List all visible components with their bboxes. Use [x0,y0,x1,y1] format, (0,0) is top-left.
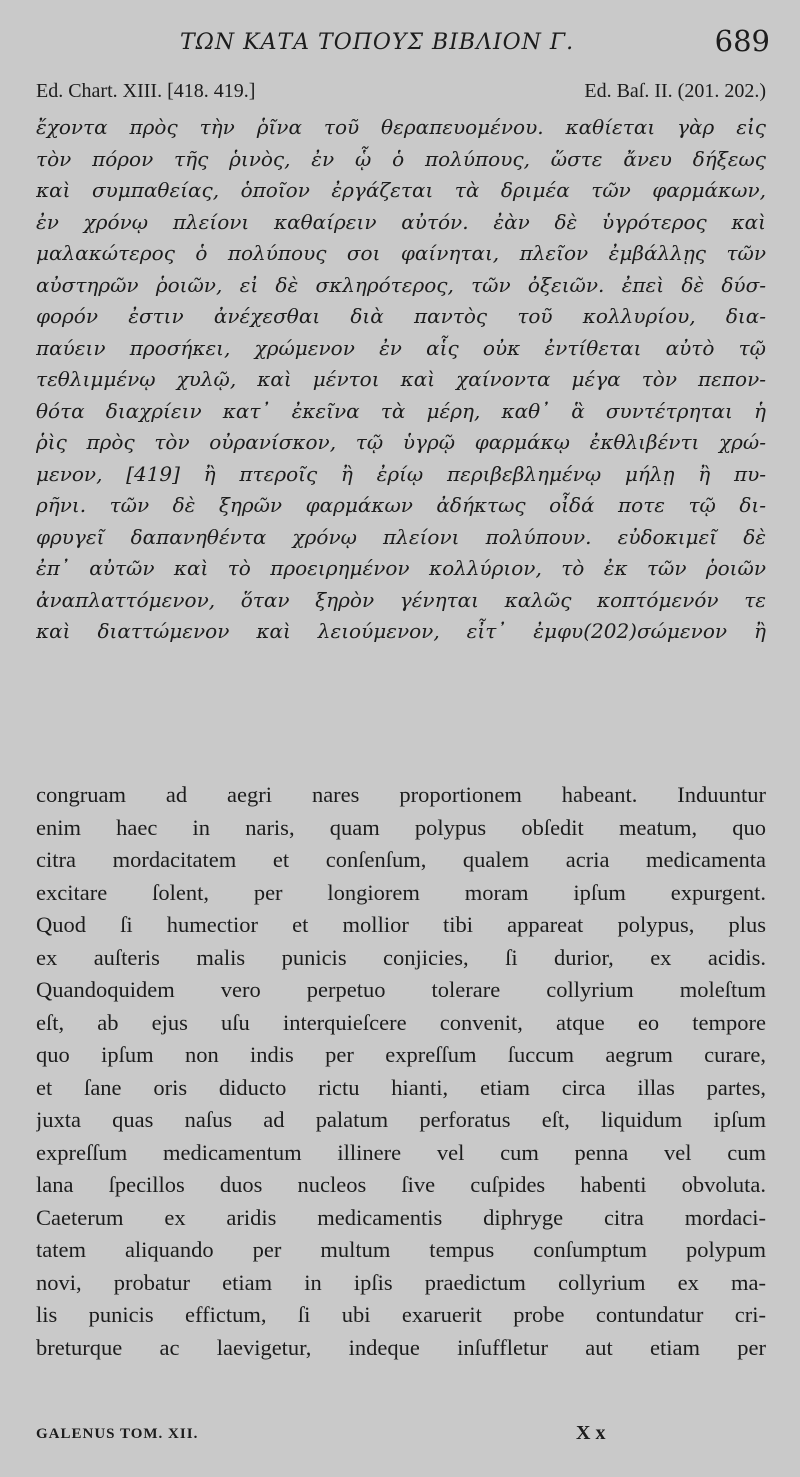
latin-line: lis punicis effictum, ſi ubi exaruerit probe contundatur cri- [36,1302,766,1327]
greek-line: θότα διαχρίειν κατ᾽ ἐκεῖνα τὰ μέρη, καθ᾽ ἃ συντέτρηται ἡ [36,398,766,423]
greek-line: μαλακώτερος ὁ πολύπους σοι φαίνηται, πλεῖον ἐμβάλλῃς τῶν [36,241,766,265]
edition-chartier: Ed. Chart. XIII. [418. 419.] [36,80,256,102]
greek-line: ἀναπλαττόμενον, ὅταν ξηρὸν γένηται καλῶς κοπτόμενόν τε [36,587,766,612]
latin-line: Quod ſi humectior et mollior tibi appareat polypus, plus [36,912,766,937]
latin-line: citra mordacitatem et conſenſum, qualem acria medicamenta [36,847,766,872]
latin-line: breturque ac laevigetur, indeque inſuffletur aut etiam per [36,1334,766,1360]
volume-line: GALENUS TOM. XII. [36,1426,199,1442]
latin-line: expreſſum medicamentum illinere vel cum penna vel cum [36,1139,766,1165]
latin-line: excitare ſolent, per longiorem moram ipſum expurgent. [36,879,766,905]
running-head [0,22,800,68]
edition-references [36,80,766,110]
signature-mark: X x [576,1422,606,1444]
latin-line: et ſane oris diducto rictu hianti, etiam circa illas partes, [36,1074,766,1100]
greek-line: ῥὶς πρὸς τὸν οὐρανίσκον, τῷ ὑγρῷ φαρμάκῳ ἐκθλιβέντι χρώ- [36,430,766,454]
greek-line: φρυγεῖ δαπανηθέντα χρόνῳ πλείονι πολύπουν. εὐδοκιμεῖ δὲ [36,524,766,549]
greek-line: καὶ διαττώμενον καὶ λειούμενον, εἶτ᾽ ἐμφυ(202)σώμενον ἢ [36,619,766,643]
greek-line: μενον, [419] ἢ πτεροῖς ἢ ἐρίῳ περιβεβλημένῳ μήλῃ ἢ πυ- [36,461,766,486]
latin-line: ex auſteris malis punicis conjicies, ſi durior, ex acidis. [36,944,766,970]
greek-line: φορόν ἐστιν ἀνέχεσθαι διὰ παντὸς τοῦ κολλυρίου, δια- [36,304,766,328]
greek-line: ρῆνι. τῶν δὲ ξηρῶν φαρμάκων ἀδήκτως οἶδά ποτε τῷ δι- [36,493,766,517]
edition-basel: Ed. Baſ. II. (201. 202.) [584,80,766,102]
latin-line: eſt, ab ejus uſu interquieſcere convenit, atque eo tempore [36,1009,766,1035]
latin-line: lana ſpecillos duos nucleos ſive cuſpides habenti obvoluta. [36,1172,766,1197]
greek-line: τεθλιμμένῳ χυλῷ, καὶ μέντοι καὶ χαίνοντα μέγα τὸν πεπον- [36,367,766,391]
page-footer [36,1422,766,1452]
greek-line: καὶ συμπαθείας, ὁποῖον ἐργάζεται τὰ δριμέα τῶν φαρμάκων, [36,178,766,202]
latin-line: Quandoquidem vero perpetuo tolerare collyrium moleſtum [36,977,766,1002]
latin-line: quo ipſum non indis per expreſſum ſuccum aegrum curare, [36,1042,766,1067]
greek-line: ἐπ᾽ αὐτῶν καὶ τὸ προειρημένον κολλύριον, τὸ ἐκ τῶν ῥοιῶν [36,556,766,580]
latin-line: Caeterum ex aridis medicamentis diphryge citra mordaci- [36,1204,766,1230]
greek-text [36,112,766,648]
page-number: 689 [714,24,770,58]
running-title: ΤΩΝ ΚΑΤΑ ΤΟΠΟΥΣ ΒΙΒΛΙΟΝ Γ. [180,30,575,55]
latin-line: congruam ad aegri nares proportionem habeant. Induuntur [36,782,766,807]
latin-line: tatem aliquando per multum tempus conſumptum polypum [36,1237,766,1262]
greek-line: παύειν προσήκει, χρώμενον ἐν αἷς οὐκ ἐντίθεται αὐτὸ τῷ [36,335,766,360]
latin-line: novi, probatur etiam in ipſis praedictum collyrium ex ma- [36,1269,766,1295]
greek-line: ἔχοντα πρὸς τὴν ῥῖνα τοῦ θεραπευομένου. καθίεται γὰρ εἰς [36,115,766,139]
latin-line: juxta quas naſus ad palatum perforatus eſt, liquidum ipſum [36,1107,766,1132]
greek-line: ἐν χρόνῳ πλείονι καθαίρειν αὐτόν. ἐὰν δὲ ὑγρότερος καὶ [36,209,766,234]
latin-text [36,779,766,1364]
greek-line: τὸν πόρον τῆς ῥινὸς, ἐν ᾧ ὁ πολύπους, ὥστε ἄνευ δήξεως [36,146,766,171]
latin-line: enim haec in naris, quam polypus obſedit meatum, quo [36,814,766,840]
greek-line: αὐστηρῶν ῥοιῶν, εἰ δὲ σκληρότερος, τῶν ὀξειῶν. ἐπεὶ δὲ δύσ- [36,272,766,297]
